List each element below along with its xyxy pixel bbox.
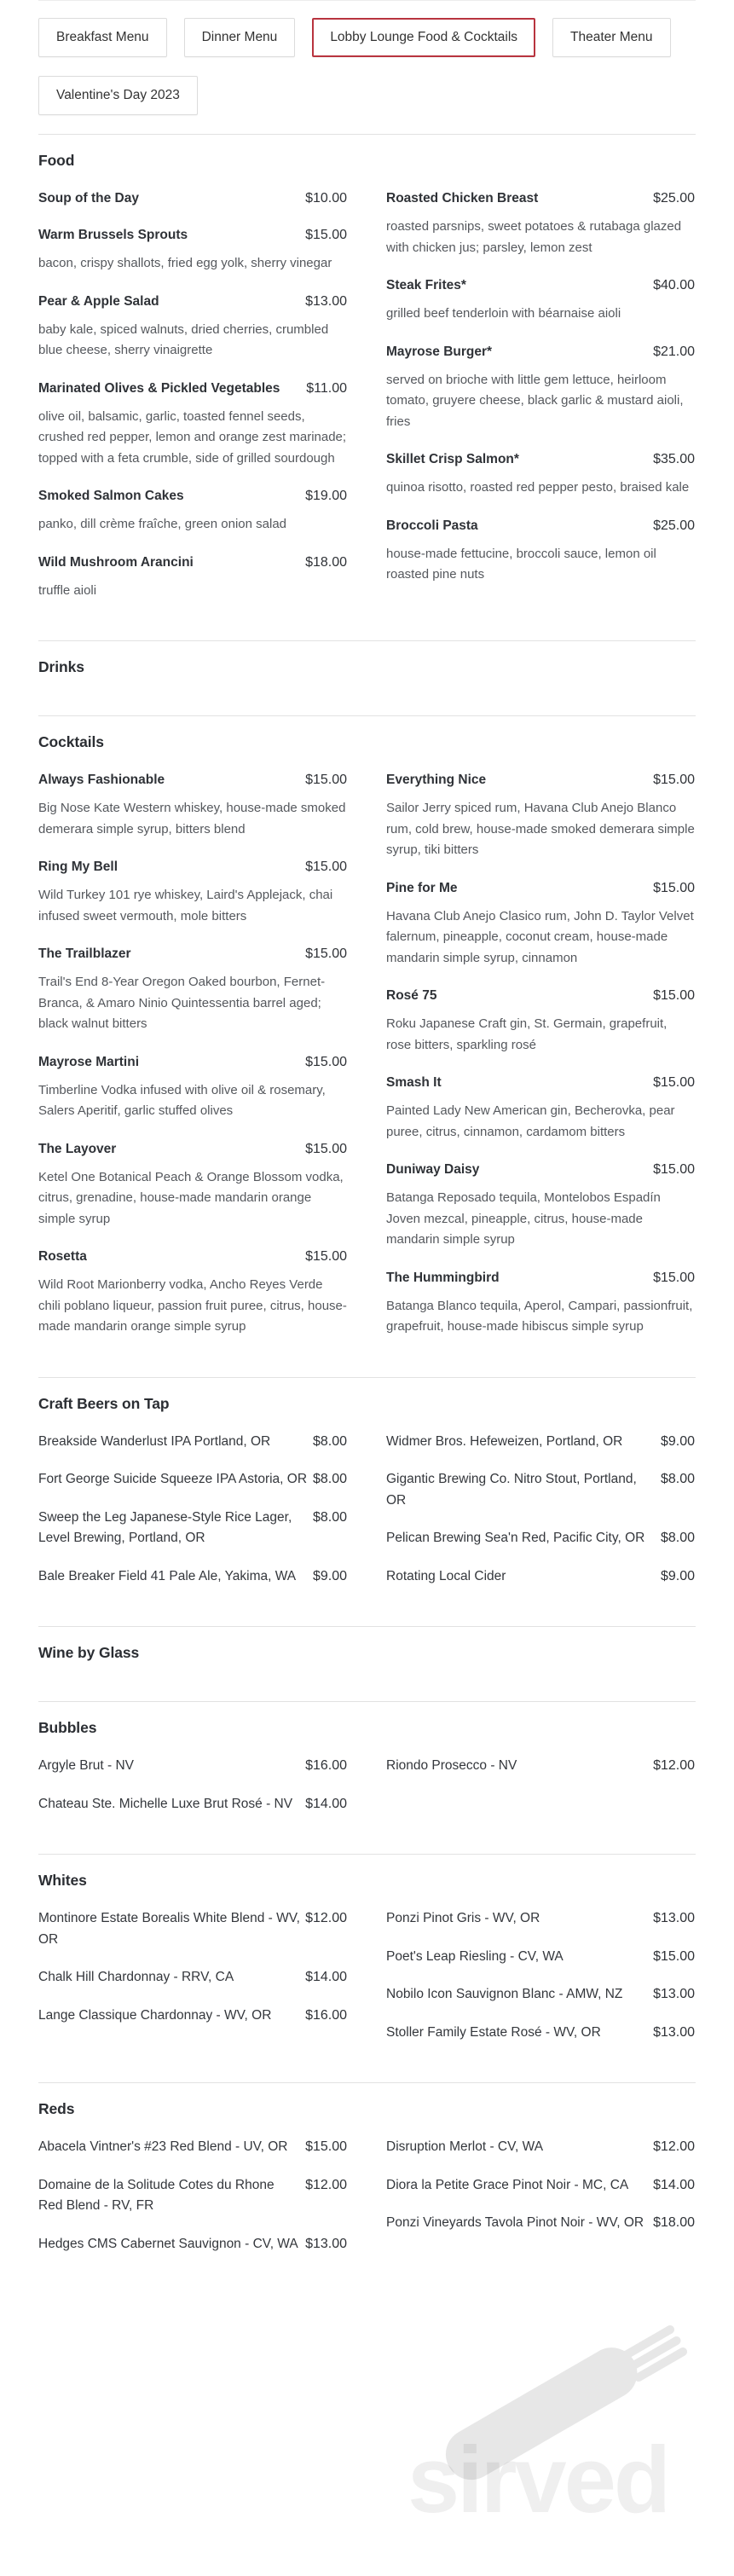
menu-item xyxy=(38,292,347,362)
item-description: roasted parsnips, sweet potatoes & rutabaga glazed with chicken jus; parsley, lemon zest xyxy=(386,219,682,255)
menu-item xyxy=(386,1756,695,1777)
menu-item xyxy=(386,1984,695,2006)
item-name: Lange Classique Chardonnay - WV, OR xyxy=(38,2007,272,2023)
menu-item xyxy=(38,1469,347,1491)
item-price: $14.00 xyxy=(305,1796,347,1811)
item-description: Trail's End 8-Year Oregon Oaked bourbon, Fernet-Branca, & Amaro Ninio Quintessentia barrel aged; black walnut bitters xyxy=(38,975,326,1031)
item-name: Roasted Chicken Breast xyxy=(386,191,539,206)
item-description: house-made fettucine, broccoli sauce, lemon oil roasted pine nuts xyxy=(386,546,656,582)
item-name: Argyle Brut - NV xyxy=(38,1758,134,1773)
menu-item xyxy=(38,1508,347,1549)
whites-right-column xyxy=(386,1908,695,2060)
menu-item xyxy=(38,1139,347,1230)
menu-item xyxy=(386,878,695,970)
food-left-column xyxy=(38,188,347,618)
item-name: Chateau Ste. Michelle Luxe Brut Rosé - NV xyxy=(38,1796,293,1811)
item-price: $15.00 xyxy=(653,880,695,895)
item-price: $15.00 xyxy=(305,860,347,874)
item-price: $15.00 xyxy=(305,946,347,961)
item-name: Nobilo Icon Sauvignon Blanc - AMW, NZ xyxy=(386,1987,623,2001)
beers-right-column xyxy=(386,1432,695,1605)
item-price: $12.00 xyxy=(305,2177,347,2192)
item-price: $40.00 xyxy=(653,278,695,292)
item-description: Ketel One Botanical Peach & Orange Blossom vodka, citrus, grenadine, house-made mandarin orange simple syrup xyxy=(38,1169,344,1226)
section-title: Whites xyxy=(38,1872,87,1889)
item-description: Sailor Jerry spiced rum, Havana Club Anejo Blanco rum, cold brew, house-made smoked demerara simple syrup, tiki bitters xyxy=(386,801,695,857)
item-price: $15.00 xyxy=(653,1162,695,1177)
item-price: $25.00 xyxy=(653,518,695,533)
item-name: Smash It xyxy=(386,1075,442,1090)
menu-item xyxy=(386,516,695,586)
menu-item xyxy=(38,225,347,275)
item-name: Chalk Hill Chardonnay - RRV, CA xyxy=(38,1970,234,1984)
item-name: Hedges CMS Cabernet Sauvignon - CV, WA xyxy=(38,2236,298,2251)
section-title: Bubbles xyxy=(38,1719,97,1736)
section-whites xyxy=(38,1855,696,2082)
item-price: $18.00 xyxy=(653,2215,695,2230)
fork-knife-icon xyxy=(401,2251,716,2567)
item-price: $14.00 xyxy=(653,2177,695,2192)
reds-right-column xyxy=(386,2137,695,2272)
item-description: Batanga Reposado tequila, Montelobos Espadín Joven mezcal, pineapple, citrus, house-made mandarin simple syrup xyxy=(386,1190,661,1247)
item-price: $12.00 xyxy=(305,1911,347,1925)
whites-left-column xyxy=(38,1908,347,2060)
item-price: $15.00 xyxy=(305,1054,347,1069)
item-description: Roku Japanese Craft gin, St. Germain, grapefruit, rose bitters, sparkling rosé xyxy=(386,1016,668,1052)
item-description: panko, dill crème fraîche, green onion salad xyxy=(38,517,287,531)
item-price: $15.00 xyxy=(305,228,347,242)
item-name: Broccoli Pasta xyxy=(386,518,478,533)
menu-item xyxy=(386,342,695,433)
menu-item xyxy=(386,188,695,258)
item-name: Smoked Salmon Cakes xyxy=(38,489,184,503)
item-description: grilled beef tenderloin with béarnaise aioli xyxy=(386,306,621,321)
item-name: Ring My Bell xyxy=(38,860,118,874)
item-name: Duniway Daisy xyxy=(386,1162,480,1177)
item-description: truffle aioli xyxy=(38,582,97,598)
item-price: $8.00 xyxy=(660,1531,695,1545)
item-description: bacon, crispy shallots, fried egg yolk, sherry vinegar xyxy=(38,256,332,270)
item-name: Pine for Me xyxy=(386,880,458,895)
menu-item xyxy=(386,2175,695,2197)
item-name: Rotating Local Cider xyxy=(386,1568,506,1583)
item-name: Breakside Wanderlust IPA Portland, OR xyxy=(38,1433,271,1449)
item-price: $8.00 xyxy=(312,1433,347,1449)
menu-item xyxy=(38,2006,347,2027)
item-name: Poet's Leap Riesling - CV, WA xyxy=(386,1948,564,1964)
menu-item xyxy=(386,1908,695,1930)
menu-item xyxy=(386,1160,695,1251)
menu-item xyxy=(386,1947,695,1968)
item-price: $18.00 xyxy=(305,554,347,570)
item-name: Ponzi Pinot Gris - WV, OR xyxy=(386,1911,540,1925)
menu-item xyxy=(38,486,347,535)
item-price: $15.00 xyxy=(653,773,695,787)
item-description: Wild Root Marionberry vodka, Ancho Reyes Verde chili poblano liqueur, passion fruit puree, citrus, house-made mandarin orange simple syrup xyxy=(38,1277,347,1334)
menu-item xyxy=(38,553,347,602)
item-name: Pelican Brewing Sea'n Red, Pacific City, OR xyxy=(386,1531,645,1545)
section-drinks xyxy=(38,641,696,715)
section-craft-beers xyxy=(38,1378,696,1627)
item-price: $16.00 xyxy=(305,2007,347,2023)
menu-item xyxy=(38,188,347,208)
menu-item xyxy=(38,1967,347,1988)
item-price: $25.00 xyxy=(653,191,695,206)
item-name: Rosetta xyxy=(38,1249,87,1264)
section-bubbles xyxy=(38,1702,696,1854)
item-price: $8.00 xyxy=(312,1509,347,1525)
item-price: $15.00 xyxy=(305,2139,347,2154)
item-price: $10.00 xyxy=(305,191,347,206)
menu-item xyxy=(386,1268,695,1338)
section-title: Reds xyxy=(38,2100,75,2117)
item-name: Abacela Vintner's #23 Red Blend - UV, OR xyxy=(38,2139,288,2154)
item-description: Big Nose Kate Western whiskey, house-made smoked demerara simple syrup, bitters blend xyxy=(38,801,346,836)
menu-item xyxy=(386,449,695,499)
menu-item xyxy=(38,857,347,927)
menu-item xyxy=(386,275,695,325)
item-name: Domaine de la Solitude Cotes du Rhone Red Blend - RV, FR xyxy=(38,2177,275,2213)
item-name: Skillet Crisp Salmon* xyxy=(386,452,519,466)
menu-item xyxy=(38,1566,347,1588)
menu-item xyxy=(386,986,695,1056)
menu-item xyxy=(38,2175,347,2217)
item-name: Rosé 75 xyxy=(386,988,437,1003)
section-title: Drinks xyxy=(38,658,84,675)
section-wine-by-glass xyxy=(38,1627,696,1701)
item-name: Steak Frites* xyxy=(386,278,466,292)
menu-item xyxy=(38,770,347,840)
item-price: $16.00 xyxy=(305,1758,347,1773)
item-price: $13.00 xyxy=(653,2024,695,2040)
item-name: The Layover xyxy=(38,1141,117,1156)
section-reds xyxy=(38,2083,696,2294)
section-title: Wine by Glass xyxy=(38,1644,140,1661)
item-description: olive oil, balsamic, garlic, toasted fennel seeds, crushed red pepper, lemon and orange zest marinade; topped with a feta crumble, side of grilled sourdough xyxy=(38,408,347,466)
item-description: Havana Club Anejo Clasico rum, John D. Taylor Velvet falernum, pineapple, coconut cream, house-made mandarin simple syrup, cinnamon xyxy=(386,908,694,965)
item-price: $9.00 xyxy=(660,1433,695,1449)
menu-item xyxy=(386,1566,695,1588)
item-name: Stoller Family Estate Rosé - WV, OR xyxy=(386,2024,601,2040)
item-price: $8.00 xyxy=(312,1472,347,1486)
item-name: Pear & Apple Salad xyxy=(38,293,159,309)
menu-item xyxy=(386,1073,695,1143)
watermark-text: sirved xyxy=(407,2428,669,2533)
item-description: baby kale, spiced walnuts, dried cherries, crumbled blue cheese, sherry vinaigrette xyxy=(38,321,329,357)
item-name: Marinated Olives & Pickled Vegetables xyxy=(38,380,280,396)
item-description: quinoa risotto, roasted red pepper pesto, braised kale xyxy=(386,480,690,495)
tab-breakfast-menu[interactable]: Breakfast Menu xyxy=(38,18,167,57)
item-price: $9.00 xyxy=(312,1568,347,1583)
item-price: $19.00 xyxy=(305,489,347,503)
item-description: Timberline Vodka infused with olive oil & rosemary, Salers Aperitif, garlic stuffed olives xyxy=(38,1082,326,1118)
beers-left-column xyxy=(38,1432,347,1605)
item-name: Riondo Prosecco - NV xyxy=(386,1758,517,1773)
item-description: Painted Lady New American gin, Becherovka, pear puree, citrus, cinnamon, cardamom bitters xyxy=(386,1103,675,1139)
item-name: The Trailblazer xyxy=(38,946,131,961)
bubbles-left-column xyxy=(38,1756,347,1832)
item-description: Batanga Blanco tequila, Aperol, Campari, passionfruit, grapefruit, house-made hibiscus simple syrup xyxy=(386,1298,693,1334)
section-title: Food xyxy=(38,152,75,169)
menu-item xyxy=(386,2213,695,2234)
item-description: served on brioche with little gem lettuce, heirloom tomato, gruyere cheese, black garlic & mustard aioli, fries xyxy=(386,372,684,429)
menu-item xyxy=(386,1469,695,1511)
menu-page xyxy=(38,0,696,2294)
cocktails-right-column xyxy=(386,770,695,1355)
menu-item xyxy=(386,2137,695,2158)
tab-lobby-lounge[interactable]: Lobby Lounge Food & Cocktails xyxy=(312,18,535,57)
menu-tabs xyxy=(38,1,696,134)
menu-item xyxy=(38,2234,347,2255)
item-price: $13.00 xyxy=(653,1987,695,2001)
item-price: $13.00 xyxy=(653,1911,695,1925)
item-price: $15.00 xyxy=(305,1249,347,1264)
item-name: Warm Brussels Sprouts xyxy=(38,228,188,242)
item-name: Sweep the Leg Japanese-Style Rice Lager, Level Brewing, Portland, OR xyxy=(38,1509,292,1545)
item-price: $13.00 xyxy=(305,293,347,309)
item-price: $15.00 xyxy=(305,773,347,787)
item-name: The Hummingbird xyxy=(386,1270,500,1285)
menu-item xyxy=(38,1432,347,1453)
item-name: Ponzi Vineyards Tavola Pinot Noir - WV, OR xyxy=(386,2215,644,2230)
menu-item xyxy=(38,944,347,1035)
item-price: $15.00 xyxy=(653,1948,695,1964)
section-food xyxy=(38,135,696,640)
reds-left-column xyxy=(38,2137,347,2272)
item-name: Widmer Bros. Hefeweizen, Portland, OR xyxy=(386,1433,623,1449)
menu-item xyxy=(38,1908,347,1950)
item-name: Always Fashionable xyxy=(38,773,165,787)
cocktails-left-column xyxy=(38,770,347,1355)
tab-dinner-menu[interactable]: Dinner Menu xyxy=(184,18,296,57)
item-name: Bale Breaker Field 41 Pale Ale, Yakima, WA xyxy=(38,1568,297,1583)
section-title: Cocktails xyxy=(38,733,104,750)
item-price: $15.00 xyxy=(653,1075,695,1090)
menu-item xyxy=(38,1794,347,1815)
menu-item xyxy=(38,379,347,470)
section-title: Craft Beers on Tap xyxy=(38,1394,170,1412)
item-name: Soup of the Day xyxy=(38,191,139,206)
section-cocktails xyxy=(38,716,696,1377)
item-name: Gigantic Brewing Co. Nitro Stout, Portland, OR xyxy=(386,1472,637,1508)
menu-item xyxy=(386,1432,695,1453)
food-right-column xyxy=(386,188,695,618)
menu-item xyxy=(38,1756,347,1777)
item-name: Disruption Merlot - CV, WA xyxy=(386,2139,544,2154)
item-price: $14.00 xyxy=(305,1970,347,1984)
menu-item xyxy=(386,1528,695,1549)
item-price: $8.00 xyxy=(660,1472,695,1486)
item-name: Diora la Petite Grace Pinot Noir - MC, CA xyxy=(386,2177,629,2192)
item-price: $35.00 xyxy=(653,452,695,466)
item-price: $13.00 xyxy=(305,2236,347,2251)
item-price: $12.00 xyxy=(653,1758,695,1773)
item-name: Fort George Suicide Squeeze IPA Astoria, OR xyxy=(38,1472,308,1486)
tab-valentines-day[interactable]: Valentine's Day 2023 xyxy=(38,76,198,115)
item-name: Mayrose Martini xyxy=(38,1054,140,1069)
item-name: Wild Mushroom Arancini xyxy=(38,554,194,570)
item-name: Montinore Estate Borealis White Blend - WV, OR xyxy=(38,1911,300,1947)
menu-item xyxy=(386,2023,695,2044)
item-price: $15.00 xyxy=(653,1270,695,1285)
item-price: $15.00 xyxy=(305,1141,347,1156)
item-price: $12.00 xyxy=(653,2139,695,2154)
menu-item xyxy=(38,1052,347,1122)
item-price: $9.00 xyxy=(660,1568,695,1583)
item-description: Wild Turkey 101 rye whiskey, Laird's Applejack, chai infused sweet vermouth, mole bitters xyxy=(38,888,333,923)
menu-item xyxy=(38,1247,347,1338)
menu-item xyxy=(386,770,695,861)
item-price: $21.00 xyxy=(653,344,695,359)
item-price: $15.00 xyxy=(653,988,695,1003)
menu-item xyxy=(38,2137,347,2158)
item-name: Mayrose Burger* xyxy=(386,344,493,359)
item-name: Everything Nice xyxy=(386,773,487,787)
bubbles-right-column xyxy=(386,1756,695,1832)
item-price: $11.00 xyxy=(306,380,347,396)
tab-theater-menu[interactable]: Theater Menu xyxy=(552,18,671,57)
